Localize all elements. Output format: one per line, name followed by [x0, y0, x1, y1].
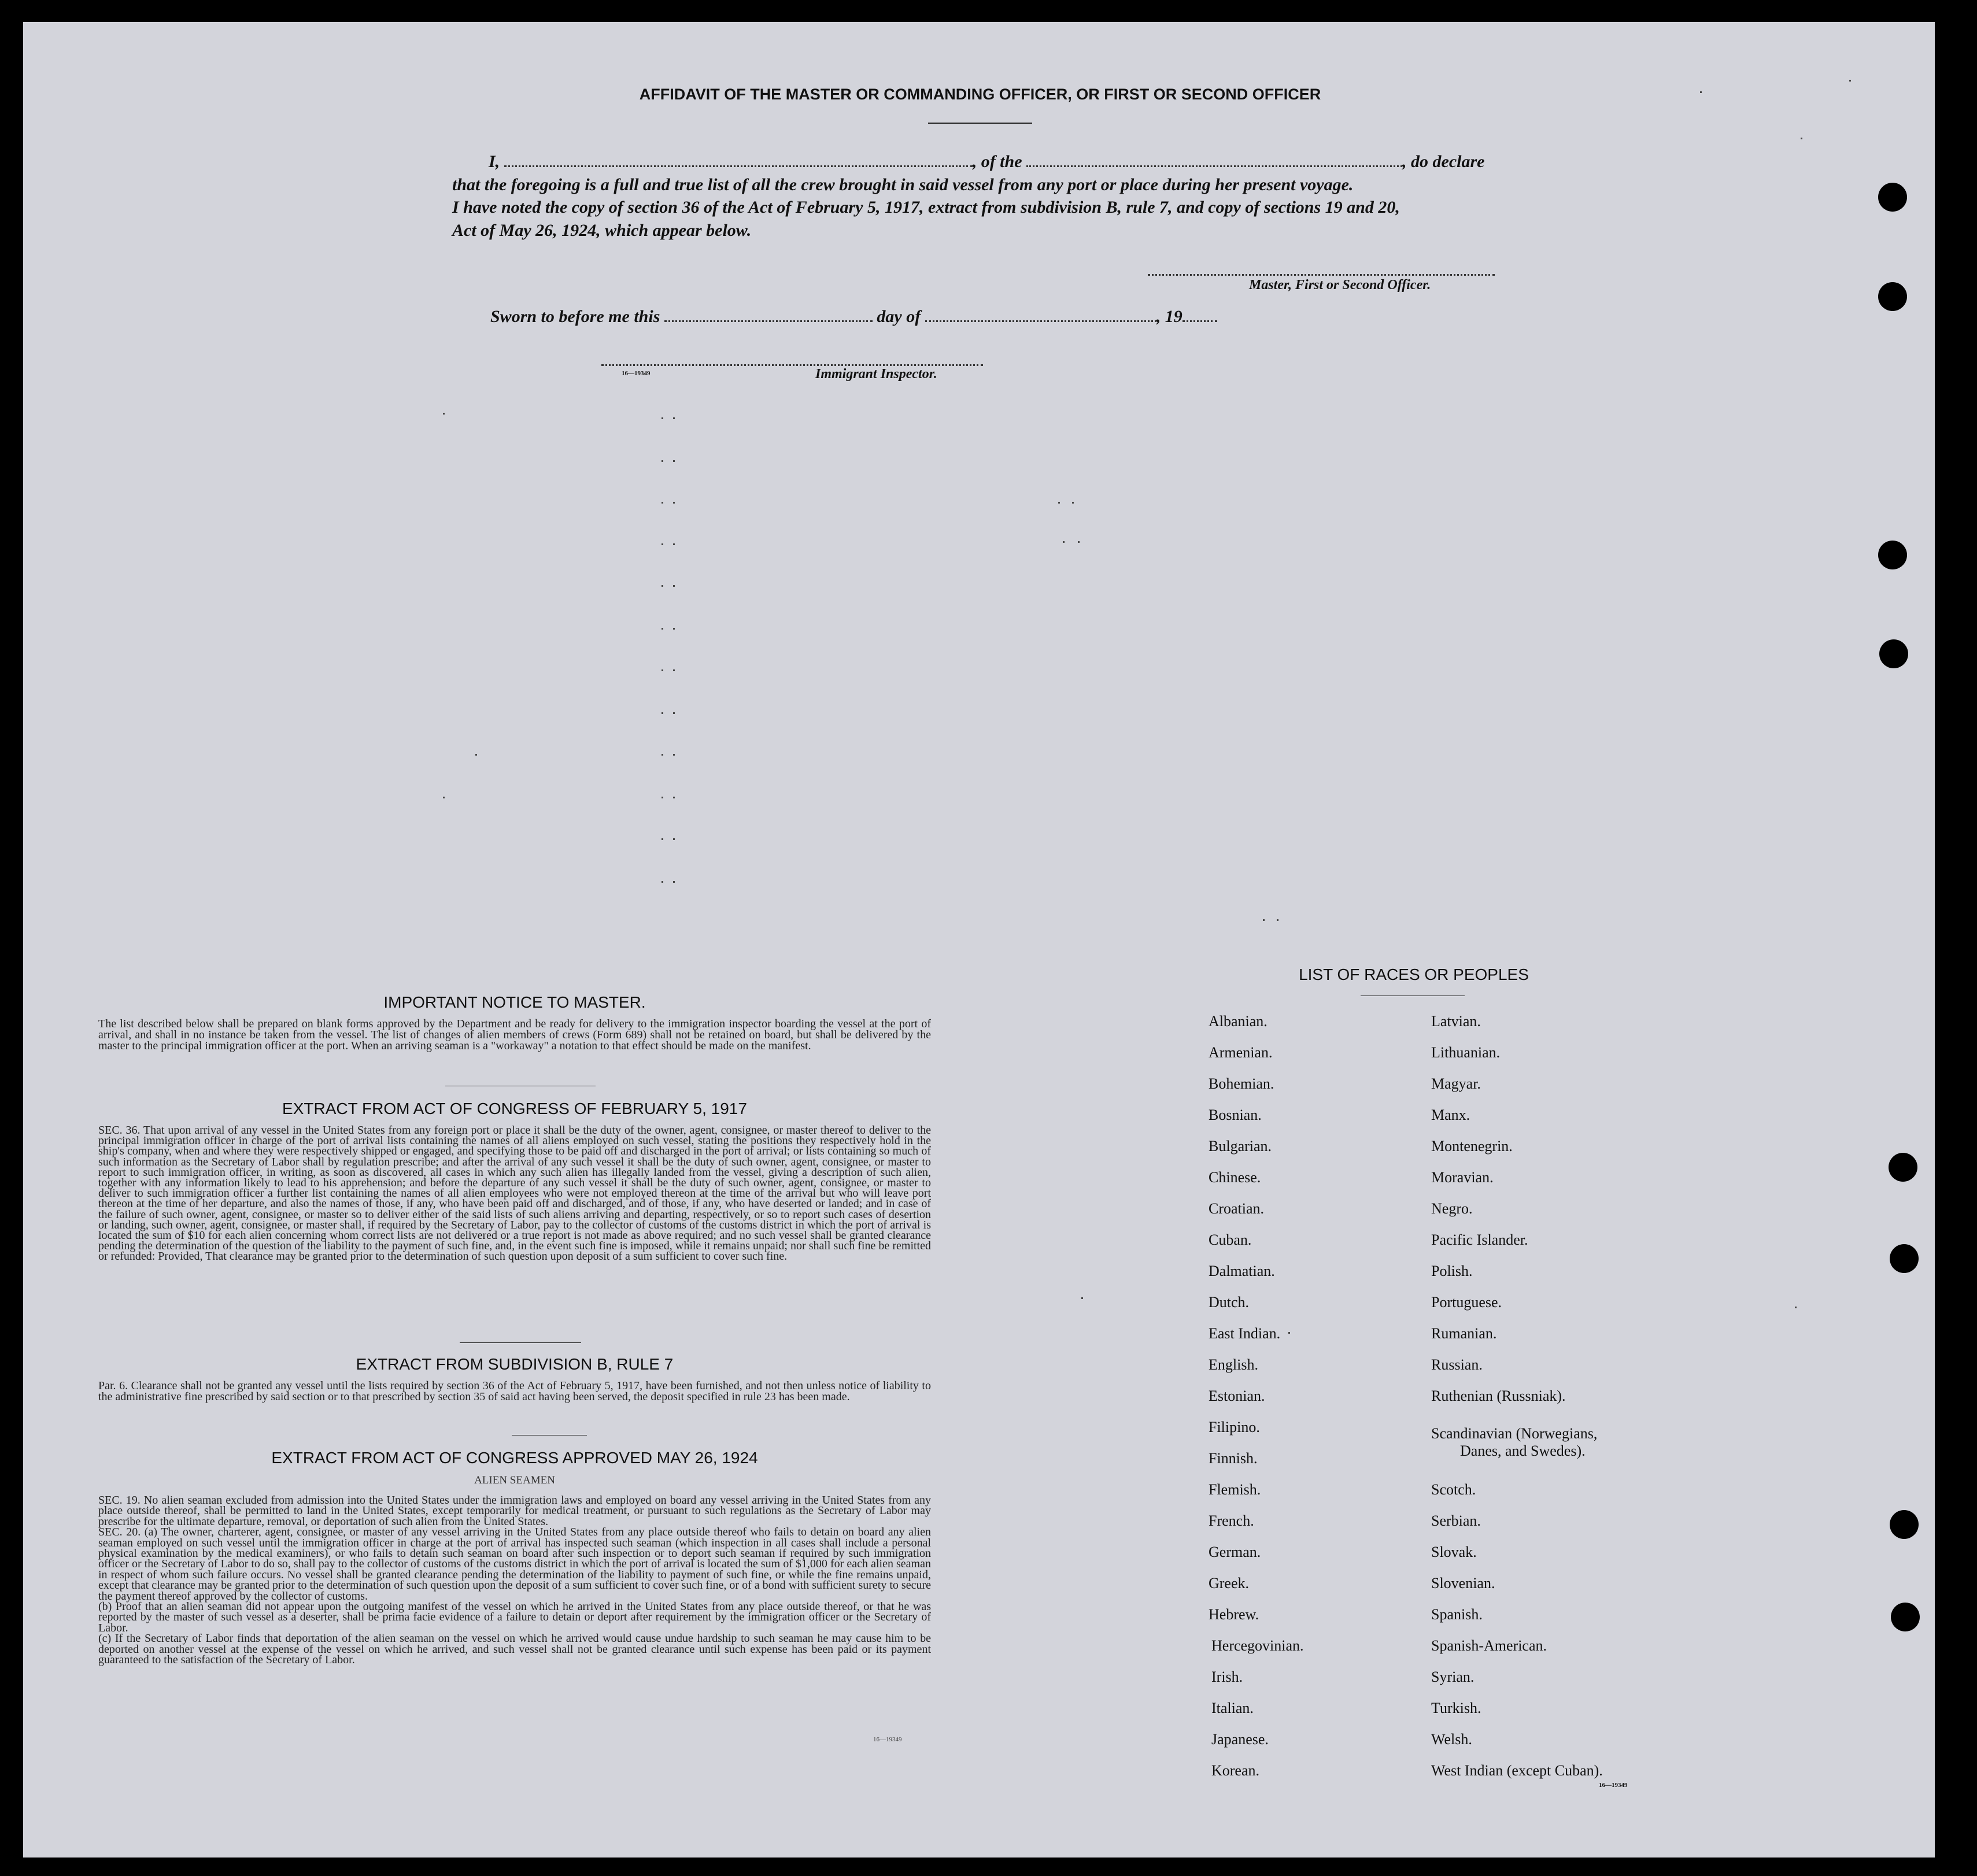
race-item: Lithuanian. — [1431, 1044, 1501, 1061]
print-speck — [673, 502, 675, 504]
race-item: Greek. — [1209, 1575, 1250, 1592]
print-speck — [673, 712, 675, 714]
race-item: Dutch. — [1209, 1294, 1250, 1311]
binder-hole — [1889, 1153, 1917, 1182]
race-item: Polish. — [1431, 1263, 1473, 1279]
extract-1924-text — [98, 1495, 931, 1666]
print-speck — [673, 417, 675, 419]
print-speck — [1063, 541, 1065, 543]
print-speck — [443, 797, 445, 798]
print-speck — [1795, 1307, 1797, 1308]
binder-hole — [1890, 1244, 1919, 1273]
race-item: Albanian. — [1209, 1013, 1268, 1030]
sworn-year-field[interactable] — [1182, 306, 1217, 322]
race-item: Manx. — [1431, 1107, 1470, 1123]
sworn-day-field[interactable] — [664, 306, 873, 322]
day-of-text: day of — [877, 307, 921, 326]
race-item: German. — [1209, 1544, 1261, 1560]
race-item: Scotch. — [1431, 1481, 1476, 1498]
race-item: Irish. — [1211, 1668, 1243, 1685]
extract-1924-title: EXTRACT FROM ACT OF CONGRESS APPROVED MAY 26, 1924 — [271, 1449, 758, 1467]
race-item: Slovak. — [1431, 1544, 1477, 1560]
print-speck — [673, 628, 675, 630]
print-speck — [662, 797, 663, 798]
declarant-prefix: I, — [489, 152, 500, 171]
race-item: Finnish. — [1209, 1450, 1258, 1467]
print-speck — [673, 585, 675, 587]
race-item: Welsh. — [1431, 1731, 1472, 1748]
alien-seamen-subtitle: ALIEN SEAMEN — [474, 1474, 555, 1486]
print-speck — [662, 628, 663, 630]
print-speck — [662, 881, 663, 883]
race-item: Portuguese. — [1431, 1294, 1502, 1311]
affidavit-form-number: 16—19349 — [622, 370, 651, 377]
race-item: Chinese. — [1209, 1169, 1261, 1186]
race-item: Korean. — [1211, 1762, 1260, 1779]
print-speck — [662, 754, 663, 756]
print-speck — [1700, 91, 1702, 93]
vessel-prefix: , of the — [972, 152, 1022, 171]
binder-hole — [1878, 282, 1907, 311]
race-item: Spanish. — [1431, 1606, 1483, 1623]
sworn-prefix: Sworn to before me this — [490, 307, 660, 326]
affidavit-title: AFFIDAVIT OF THE MASTER OR COMMANDING OFFICER, OR FIRST OR SECOND OFFICER — [639, 86, 1321, 103]
race-item: Slovenian. — [1431, 1575, 1495, 1592]
print-speck — [673, 669, 675, 671]
print-speck — [662, 585, 663, 587]
print-speck — [673, 543, 675, 545]
print-speck — [443, 413, 445, 415]
print-speck — [1263, 919, 1265, 921]
print-speck — [662, 543, 663, 545]
print-speck — [1288, 1332, 1290, 1334]
print-speck — [673, 797, 675, 798]
print-speck — [662, 838, 663, 840]
print-speck — [1849, 80, 1851, 82]
print-speck — [1801, 138, 1802, 139]
race-item: West Indian (except Cuban). — [1431, 1762, 1603, 1779]
extract-1917-title: EXTRACT FROM ACT OF CONGRESS OF FEBRUARY 5, 1917 — [282, 1100, 747, 1118]
race-item: Rumanian. — [1431, 1325, 1497, 1342]
print-speck — [662, 460, 663, 462]
print-speck — [673, 838, 675, 840]
subdivision-b-title: EXTRACT FROM SUBDIVISION B, RULE 7 — [356, 1355, 674, 1373]
race-item: Syrian. — [1431, 1668, 1475, 1685]
inspector-signature-line[interactable] — [601, 364, 983, 366]
declaration-line-2: that the foregoing is a full and true list of all the crew brought in said vessel from any port or place during her present voyage. — [452, 175, 1354, 194]
race-item: Estonian. — [1209, 1387, 1265, 1404]
extract-1917-text: SEC. 36. That upon arrival of any vessel in the United States from any foreign port or place it shall be the duty of the owner, agent, consignee, or master thereof to deliver to the principal immigration officer in charge of the port of arrival lists containing the names of all aliens employed on such vessel, stating the positions they respectively hold in the ship's company, when and where they were respectively shipped or engaged, and specifying those to be paid off and discharged in the port of arrival; or lists containing so much of such information as the Secretary of Labor shall by regulation prescribe; and after the arrival of any such vessel it shall be the duty of such owner, agent, consignee, or master to report to such immigration officer, in writing, as soon as discovered, all cases in which any such alien has illegally landed from the vessel, giving a description of such alien, together with any information likely to lead to his apprehension; and before the departure of any such vessel it shall be the duty of such owner, agent, consignee, or master to deliver to such immigration officer a further list containing the names of all alien employees who were not employed thereon at the time of the arrival but who will leave port thereon at the time of her departure, and also the names of those, if any, who have been paid off and discharged, and of those, if any, who have deserted or landed; and in case of the failure of such owner, agent, consignee, or master so to deliver either of the said lists of such aliens arriving and departing, respectively, or so to report such cases of desertion or landing, such owner, agent, consignee, or master shall, if required by the Secretary of Labor, pay to the collector of customs of the customs district in which the port of arrival is located the sum of $10 for each alien concerning whom correct lists are not delivered or a true report is not made as above required; and no such vessel shall be granted clearance pending the determination of the question of the liability to the payment of such fine, and, in the event such fine is imposed, while it remains unpaid; nor shall such fine be remitted or refunded: Provided, That clearance may be granted prior to the determination of such question upon deposit of a sum sufficient to cover such fine. — [98, 1124, 931, 1263]
race-item: Pacific Islander. — [1431, 1231, 1528, 1248]
race-item: Cuban. — [1209, 1231, 1252, 1248]
race-item: Russian. — [1431, 1356, 1483, 1373]
race-item: Armenian. — [1209, 1044, 1273, 1061]
print-speck — [1078, 541, 1080, 543]
binder-hole — [1890, 1510, 1919, 1539]
print-speck — [1081, 1297, 1083, 1299]
race-item: Filipino. — [1209, 1419, 1260, 1435]
section-20c-paragraph: (c) If the Secretary of Labor finds that deportation of the alien seaman on the vessel on which he arrived would cause undue hardship to such seaman he may cause him to be deported on another vessel at the expense of the vessel on which he arrived, and such vessel shall not be granted clearance until such expense has been paid or its payment guaranteed to the satisfaction of the Secretary of Labor. — [98, 1632, 931, 1667]
races-title: LIST OF RACES OR PEOPLES — [1299, 965, 1529, 983]
race-item: French. — [1209, 1512, 1254, 1529]
race-item: Croatian. — [1209, 1200, 1265, 1217]
section-20b-paragraph: (b) Proof that an alien seaman did not appear upon the outgoing manifest of the vessel on which he arrived in the United States from any place outside thereof, or that he was reported by the master of such vessel as a deserter, shall be prima facie evidence of a failure to detain or deport after requirement by the immigration officer or the Secretary of Labor. — [98, 1600, 931, 1634]
declare-text: , do declare — [1402, 152, 1485, 171]
notice-text: The list described below shall be prepared on blank forms approved by the Department and be ready for delivery to the immigration inspector boarding the vessel at the port of arrival, and shall in no instance be taken from the vessel. The list of changes of alien members of crews (Form 689) shall not be retained on board, but shall be delivered by the master to the principal immigration officer at the port. When an arriving seaman is a "workaway" a notation to that effect should be made on the manifest. — [98, 1017, 931, 1052]
race-item: Hercegovinian. — [1211, 1637, 1304, 1654]
print-speck — [662, 417, 663, 419]
divider — [460, 1342, 581, 1343]
declaration-line-3: I have noted the copy of section 36 of the Act of February 5, 1917, extract from subdivision B, rule 7, and copy of sections 19 and 20, — [452, 198, 1400, 217]
race-item: English. — [1209, 1356, 1258, 1373]
race-item: Ruthenian (Russniak). — [1431, 1387, 1566, 1404]
print-speck — [662, 669, 663, 671]
race-item: Magyar. — [1431, 1075, 1481, 1092]
races-form-number: 16—19349 — [1599, 1782, 1628, 1789]
race-item: Italian. — [1211, 1700, 1254, 1716]
print-speck — [475, 754, 477, 756]
title-rule — [928, 123, 1032, 124]
binder-hole — [1879, 639, 1908, 668]
race-item: Hebrew. — [1209, 1606, 1259, 1623]
declarant-name-field[interactable] — [504, 151, 973, 167]
section-20a-paragraph: SEC. 20. (a) The owner, charterer, agent, consignee, or master of any vessel arriving in the United States from any place outside thereof who fails to detain on board any alien seaman employed on such vessel until the immigration officer in charge at the port of arrival has inspected such seaman (which inspection in all cases shall include a personal physical examination by the medical examiners), or who fails to detain such seaman on board after such inspection or to deport such seaman if required by such immigration officer or the Secretary of Labor to do so, shall pay to the collector of customs of the customs district in which the port of arrival is located the sum of $1,000 for each alien seaman in respect of whom such failure occurs. No vessel shall be granted clearance pending the determination of the liability to payment of such fine, or while the fine remains unpaid, except that clearance may be granted prior to the determination of such question upon the deposit of a sum sufficient to cover such fine, or of a bond with sufficient surety to secure the payment thereof approved by the collector of customs. — [98, 1526, 931, 1603]
year-prefix: , 19 — [1156, 307, 1182, 326]
race-item: Bohemian. — [1209, 1075, 1274, 1092]
race-item: Latvian. — [1431, 1013, 1481, 1030]
race-item: East Indian. — [1209, 1325, 1281, 1342]
binder-hole — [1878, 183, 1907, 212]
print-speck — [673, 754, 675, 756]
race-item: Scandinavian (Norwegians, — [1431, 1424, 1598, 1442]
race-item: Japanese. — [1211, 1731, 1269, 1748]
vessel-name-field[interactable] — [1026, 151, 1402, 167]
sworn-month-field[interactable] — [925, 306, 1156, 322]
declaration-line-1 — [489, 151, 1484, 172]
extract-form-number: 16—19349 — [873, 1736, 902, 1743]
print-speck — [673, 881, 675, 883]
race-item: Moravian. — [1431, 1169, 1494, 1186]
print-speck — [1072, 502, 1074, 504]
print-speck — [673, 460, 675, 462]
race-item: Negro. — [1431, 1200, 1473, 1217]
print-speck — [1058, 502, 1060, 504]
race-item: Spanish-American. — [1431, 1637, 1547, 1654]
inspector-label: Immigrant Inspector. — [815, 367, 937, 382]
declaration-line-4: Act of May 26, 1924, which appear below. — [452, 221, 752, 240]
print-speck — [662, 502, 663, 504]
race-item: Turkish. — [1431, 1700, 1481, 1716]
print-speck — [1277, 919, 1278, 921]
race-item: Montenegrin. — [1431, 1138, 1513, 1155]
signature-label: Master, First or Second Officer. — [1249, 277, 1431, 293]
subdivision-b-text: Par. 6. Clearance shall not be granted any vessel until the lists required by section 36 of the Act of February 5, 1917, have been furnished, and not then unless notice of liability to the administrative fine prescribed by said section or to that prescribed by section 35 of said act having been served, the deposit specified in rule 23 has been made. — [98, 1379, 931, 1403]
race-item: Bulgarian. — [1209, 1138, 1272, 1155]
race-item: Danes, and Swedes). — [1460, 1442, 1586, 1459]
sworn-line — [490, 306, 1217, 327]
notice-title: IMPORTANT NOTICE TO MASTER. — [383, 993, 646, 1011]
signature-line[interactable] — [1148, 274, 1495, 276]
race-item: Flemish. — [1209, 1481, 1261, 1498]
race-item: Dalmatian. — [1209, 1263, 1275, 1279]
print-speck — [662, 712, 663, 714]
section-19-paragraph: SEC. 19. No alien seaman excluded from admission into the United States under the immigration laws and employed on board any vessel arriving in the United States from any place outside thereof, shall be permitted to land in the United States, except temporarily for medical treatment, or pursuant to such regulations as the Secretary of Labor may prescribe for the ultimate departure, removal, or deportation of such alien from the United States. — [98, 1494, 931, 1528]
binder-hole — [1891, 1603, 1920, 1631]
binder-hole — [1878, 541, 1907, 569]
race-item: Serbian. — [1431, 1512, 1481, 1529]
race-item: Bosnian. — [1209, 1107, 1262, 1123]
